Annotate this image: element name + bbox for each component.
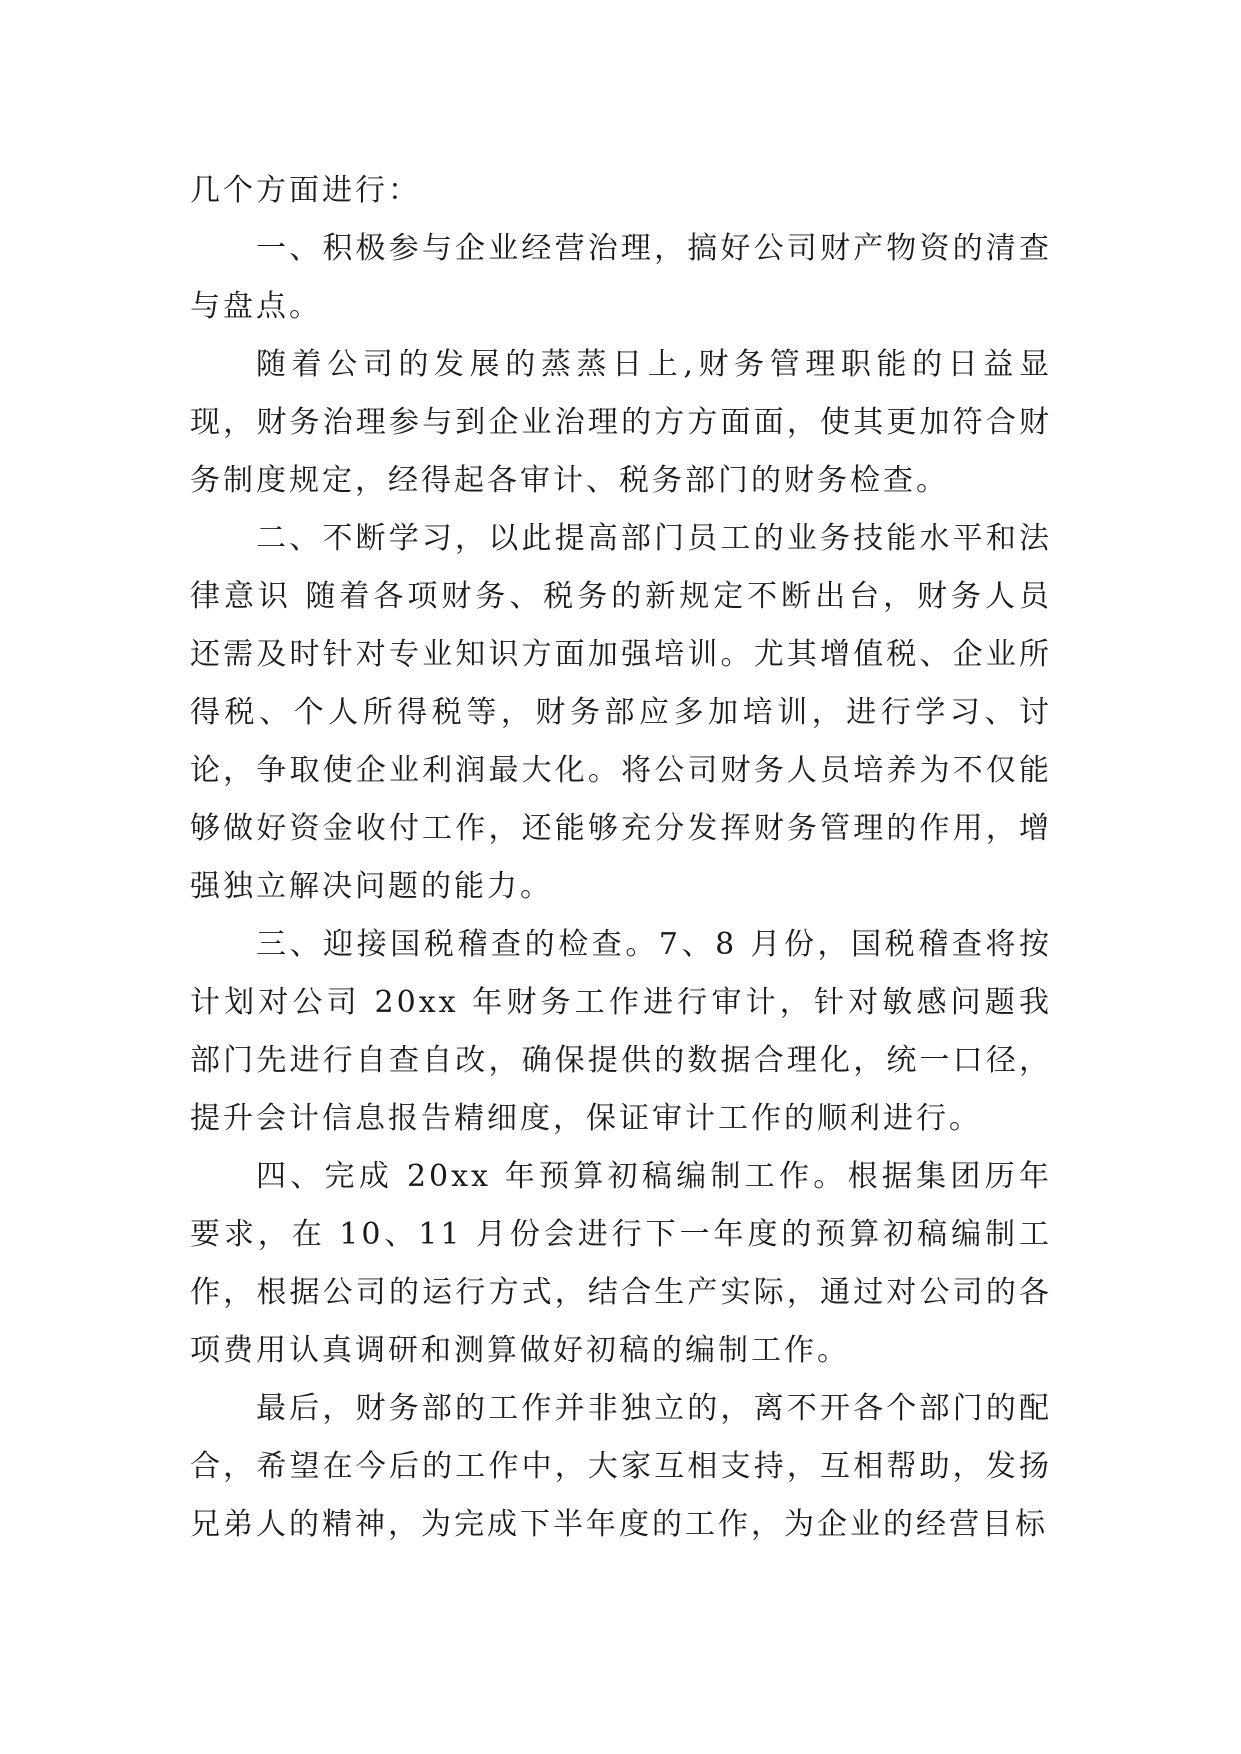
paragraph-item-1-body: 随着公司的发展的蒸蒸日上,财务管理职能的日益显现，财务治理参与到企业治理的方方面面，使其更加符合财务制度规定，经得起各审计、税务部门的财务检查。 bbox=[190, 347, 1052, 498]
paragraph-closing: 最后，财务部的工作并非独立的，离不开各个部门的配合，希望在今后的工作中，大家互相支持，互相帮助，发扬兄弟人的精神，为完成下半年度的工作，为企业的经营目标 bbox=[190, 1391, 1052, 1542]
document-body bbox=[190, 162, 1052, 1554]
paragraph-item-1-heading: 一、积极参与企业经营治理，搞好公司财产物资的清查与盘点。 bbox=[190, 231, 1052, 324]
paragraph-item-2: 二、不断学习，以此提高部门员工的业务技能水平和法律意识 随着各项财务、税务的新规定不断出台，财务人员还需及时针对专业知识方面加强培训。尤其增值税、企业所得税、个人所得税等，财务部应多加培训，进行学习、讨论，争取使企业利润最大化。将公司财务人员培养为不仅能够做好资金收付工作，还能够充分发挥财务管理的作用，增强独立解决问题的能力。 bbox=[190, 521, 1052, 904]
paragraph-item-3: 三、迎接国税稽查的检查。7、8 月份，国税稽查将按计划对公司 20xx 年财务工作进行审计，针对敏感问题我部门先进行自查自改，确保提供的数据合理化，统一口径，提升会计信息报告精细度，保证审计工作的顺利进行。 bbox=[190, 927, 1052, 1136]
paragraph-continuation: 几个方面进行： bbox=[190, 173, 421, 208]
paragraph-item-4: 四、完成 20xx 年预算初稿编制工作。根据集团历年要求，在 10、11 月份会进行下一年度的预算初稿编制工作，根据公司的运行方式，结合生产实际，通过对公司的各项费用认真调研和测算做好初稿的编制工作。 bbox=[190, 1159, 1052, 1368]
